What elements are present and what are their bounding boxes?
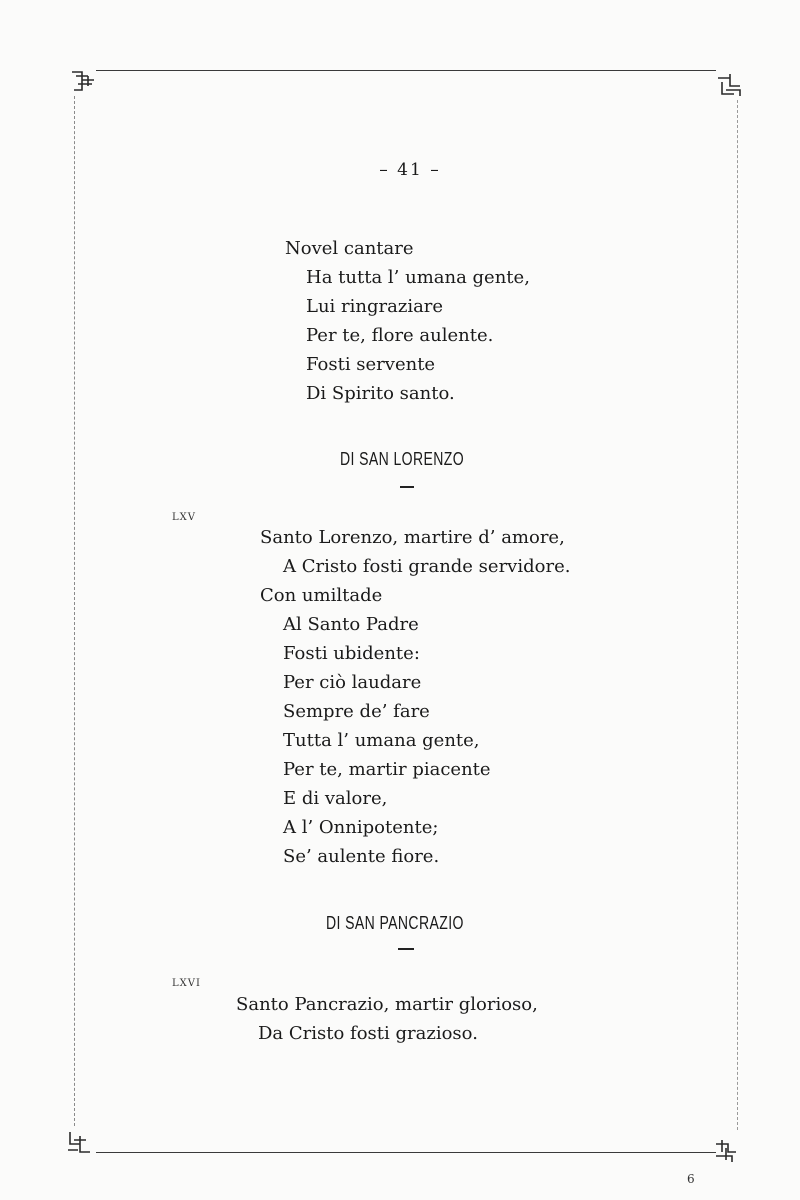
page-number: – 41 – bbox=[379, 160, 441, 180]
verse-line: Santo Lorenzo, martire d’ amore, bbox=[260, 527, 565, 548]
verse-line: Fosti servente bbox=[306, 354, 436, 375]
poem-number: LXVI bbox=[172, 978, 201, 989]
verse-line: Per te, martir piacente bbox=[283, 759, 491, 780]
verse-line: Lui ringraziare bbox=[306, 296, 444, 317]
verse-line: Di Spirito santo. bbox=[306, 383, 455, 404]
heading-dash bbox=[398, 948, 414, 950]
poem-number: LXV bbox=[172, 512, 196, 523]
verse-line: Se’ aulente fiore. bbox=[283, 846, 440, 867]
frame-right-rule bbox=[737, 100, 738, 1130]
verse-line: Per te, flore aulente. bbox=[306, 325, 494, 346]
verse-line: Santo Pancrazio, martir glorioso, bbox=[236, 994, 538, 1015]
section-heading: DI SAN PANCRAZIO bbox=[326, 913, 464, 933]
verse-line: E di valore, bbox=[283, 788, 388, 809]
frame-top-rule bbox=[96, 70, 716, 71]
verse-line: A Cristo fosti grande servidore. bbox=[283, 556, 571, 577]
fret-ornament-icon bbox=[66, 1130, 92, 1156]
verse-line: A l’ Onnipotente; bbox=[283, 817, 439, 838]
frame-bottom-rule bbox=[96, 1152, 716, 1153]
fret-ornament-icon bbox=[70, 68, 96, 94]
heading-dash bbox=[400, 486, 414, 488]
fret-ornament-icon bbox=[716, 72, 742, 98]
verse-line: Novel cantare bbox=[285, 238, 414, 259]
verse-line: Sempre de’ fare bbox=[283, 701, 430, 722]
signature-mark: 6 bbox=[687, 1172, 695, 1186]
verse-line: Da Cristo fosti grazioso. bbox=[258, 1023, 478, 1044]
verse-line: Tutta l’ umana gente, bbox=[283, 730, 480, 751]
verse-line: Fosti ubidente: bbox=[283, 643, 420, 664]
verse-line: Al Santo Padre bbox=[283, 614, 419, 635]
frame-left-rule bbox=[74, 96, 75, 1126]
verse-line: Con umiltade bbox=[260, 585, 383, 606]
section-heading: DI SAN LORENZO bbox=[340, 449, 465, 469]
verse-line: Ha tutta l’ umana gente, bbox=[306, 267, 530, 288]
fret-ornament-icon bbox=[712, 1138, 738, 1164]
verse-line: Per ciò laudare bbox=[283, 672, 422, 693]
